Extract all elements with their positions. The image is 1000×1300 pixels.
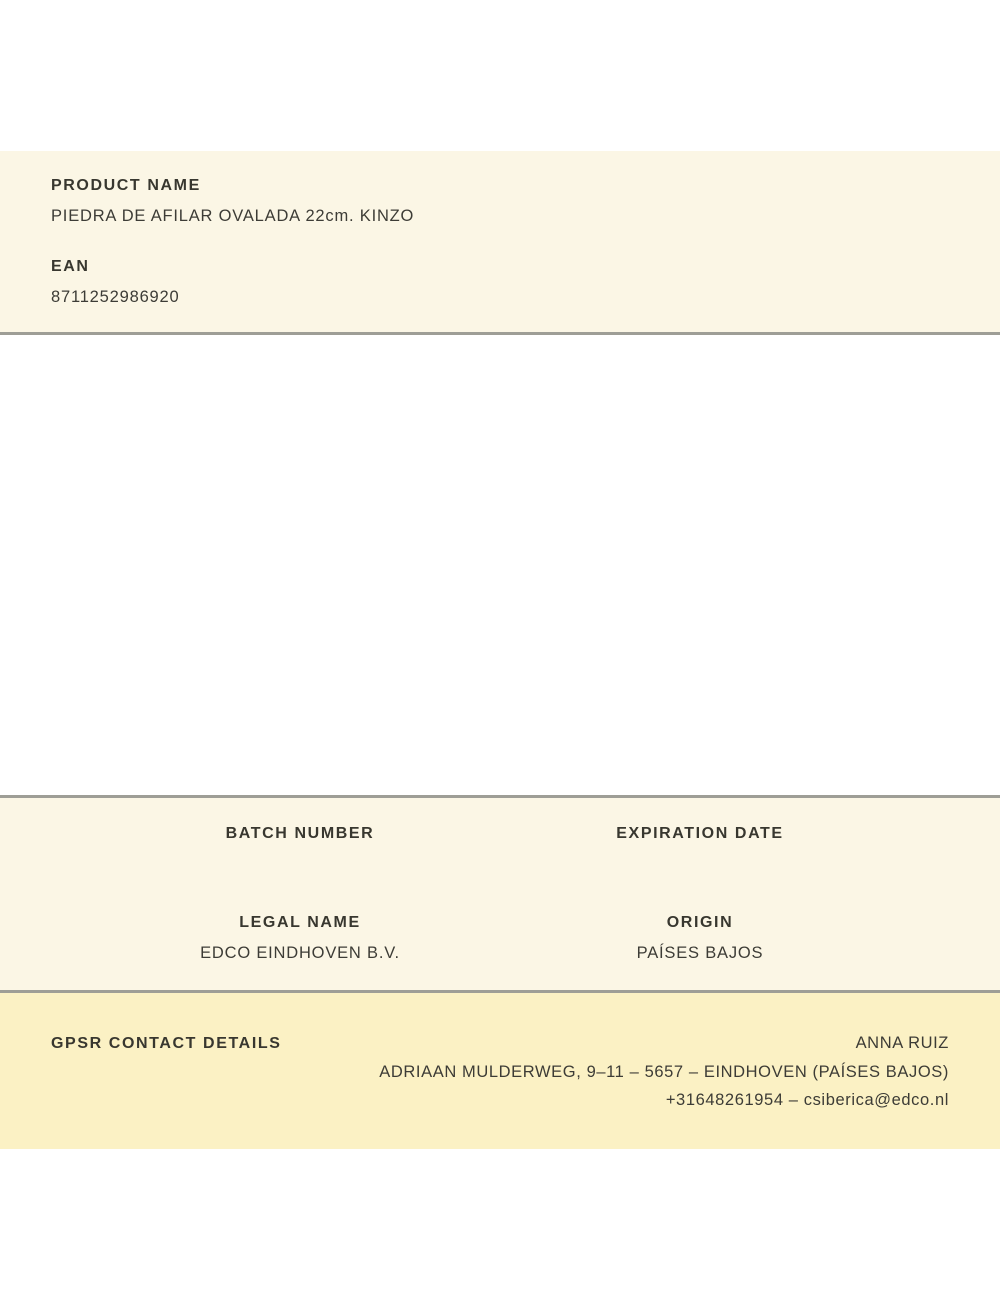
contact-person-name: ANNA RUIZ [855, 1034, 949, 1052]
product-name-label: PRODUCT NAME [51, 177, 201, 194]
batch-origin-section [0, 795, 1000, 993]
batch-number-field [100, 824, 500, 875]
ean-field [51, 257, 949, 308]
legal-name-field [100, 913, 500, 964]
origin-value: PAÍSES BAJOS [636, 944, 764, 962]
contact-address: ADRIAAN MULDERWEG, 9–11 – 5657 – EINDHOVEN (PAÍSES BAJOS) [379, 1063, 949, 1081]
legal-name-label: LEGAL NAME [239, 914, 361, 931]
origin-field [500, 913, 900, 964]
ean-label: EAN [51, 258, 90, 275]
contact-phone-email: +31648261954 – csiberica@edco.nl [665, 1091, 949, 1109]
gpsr-contact-section [0, 993, 1000, 1149]
product-name-field [51, 176, 949, 227]
batch-expiration-row [100, 824, 900, 875]
product-info-section [0, 151, 1000, 335]
expiration-date-label: EXPIRATION DATE [616, 825, 784, 842]
batch-number-label: BATCH NUMBER [225, 825, 375, 842]
ean-value: 8711252986920 [51, 288, 180, 306]
gpsr-contact-heading: GPSR CONTACT DETAILS [51, 1035, 282, 1052]
batch-number-value [100, 854, 500, 875]
legal-name-value: EDCO EINDHOVEN B.V. [200, 944, 400, 962]
expiration-date-field [500, 824, 900, 875]
expiration-date-value [500, 854, 900, 875]
product-name-value: PIEDRA DE AFILAR OVALADA 22cm. KINZO [51, 207, 415, 225]
origin-label: ORIGIN [666, 914, 734, 931]
gpsr-contact-row [51, 1029, 949, 1058]
legal-origin-row [100, 913, 900, 964]
